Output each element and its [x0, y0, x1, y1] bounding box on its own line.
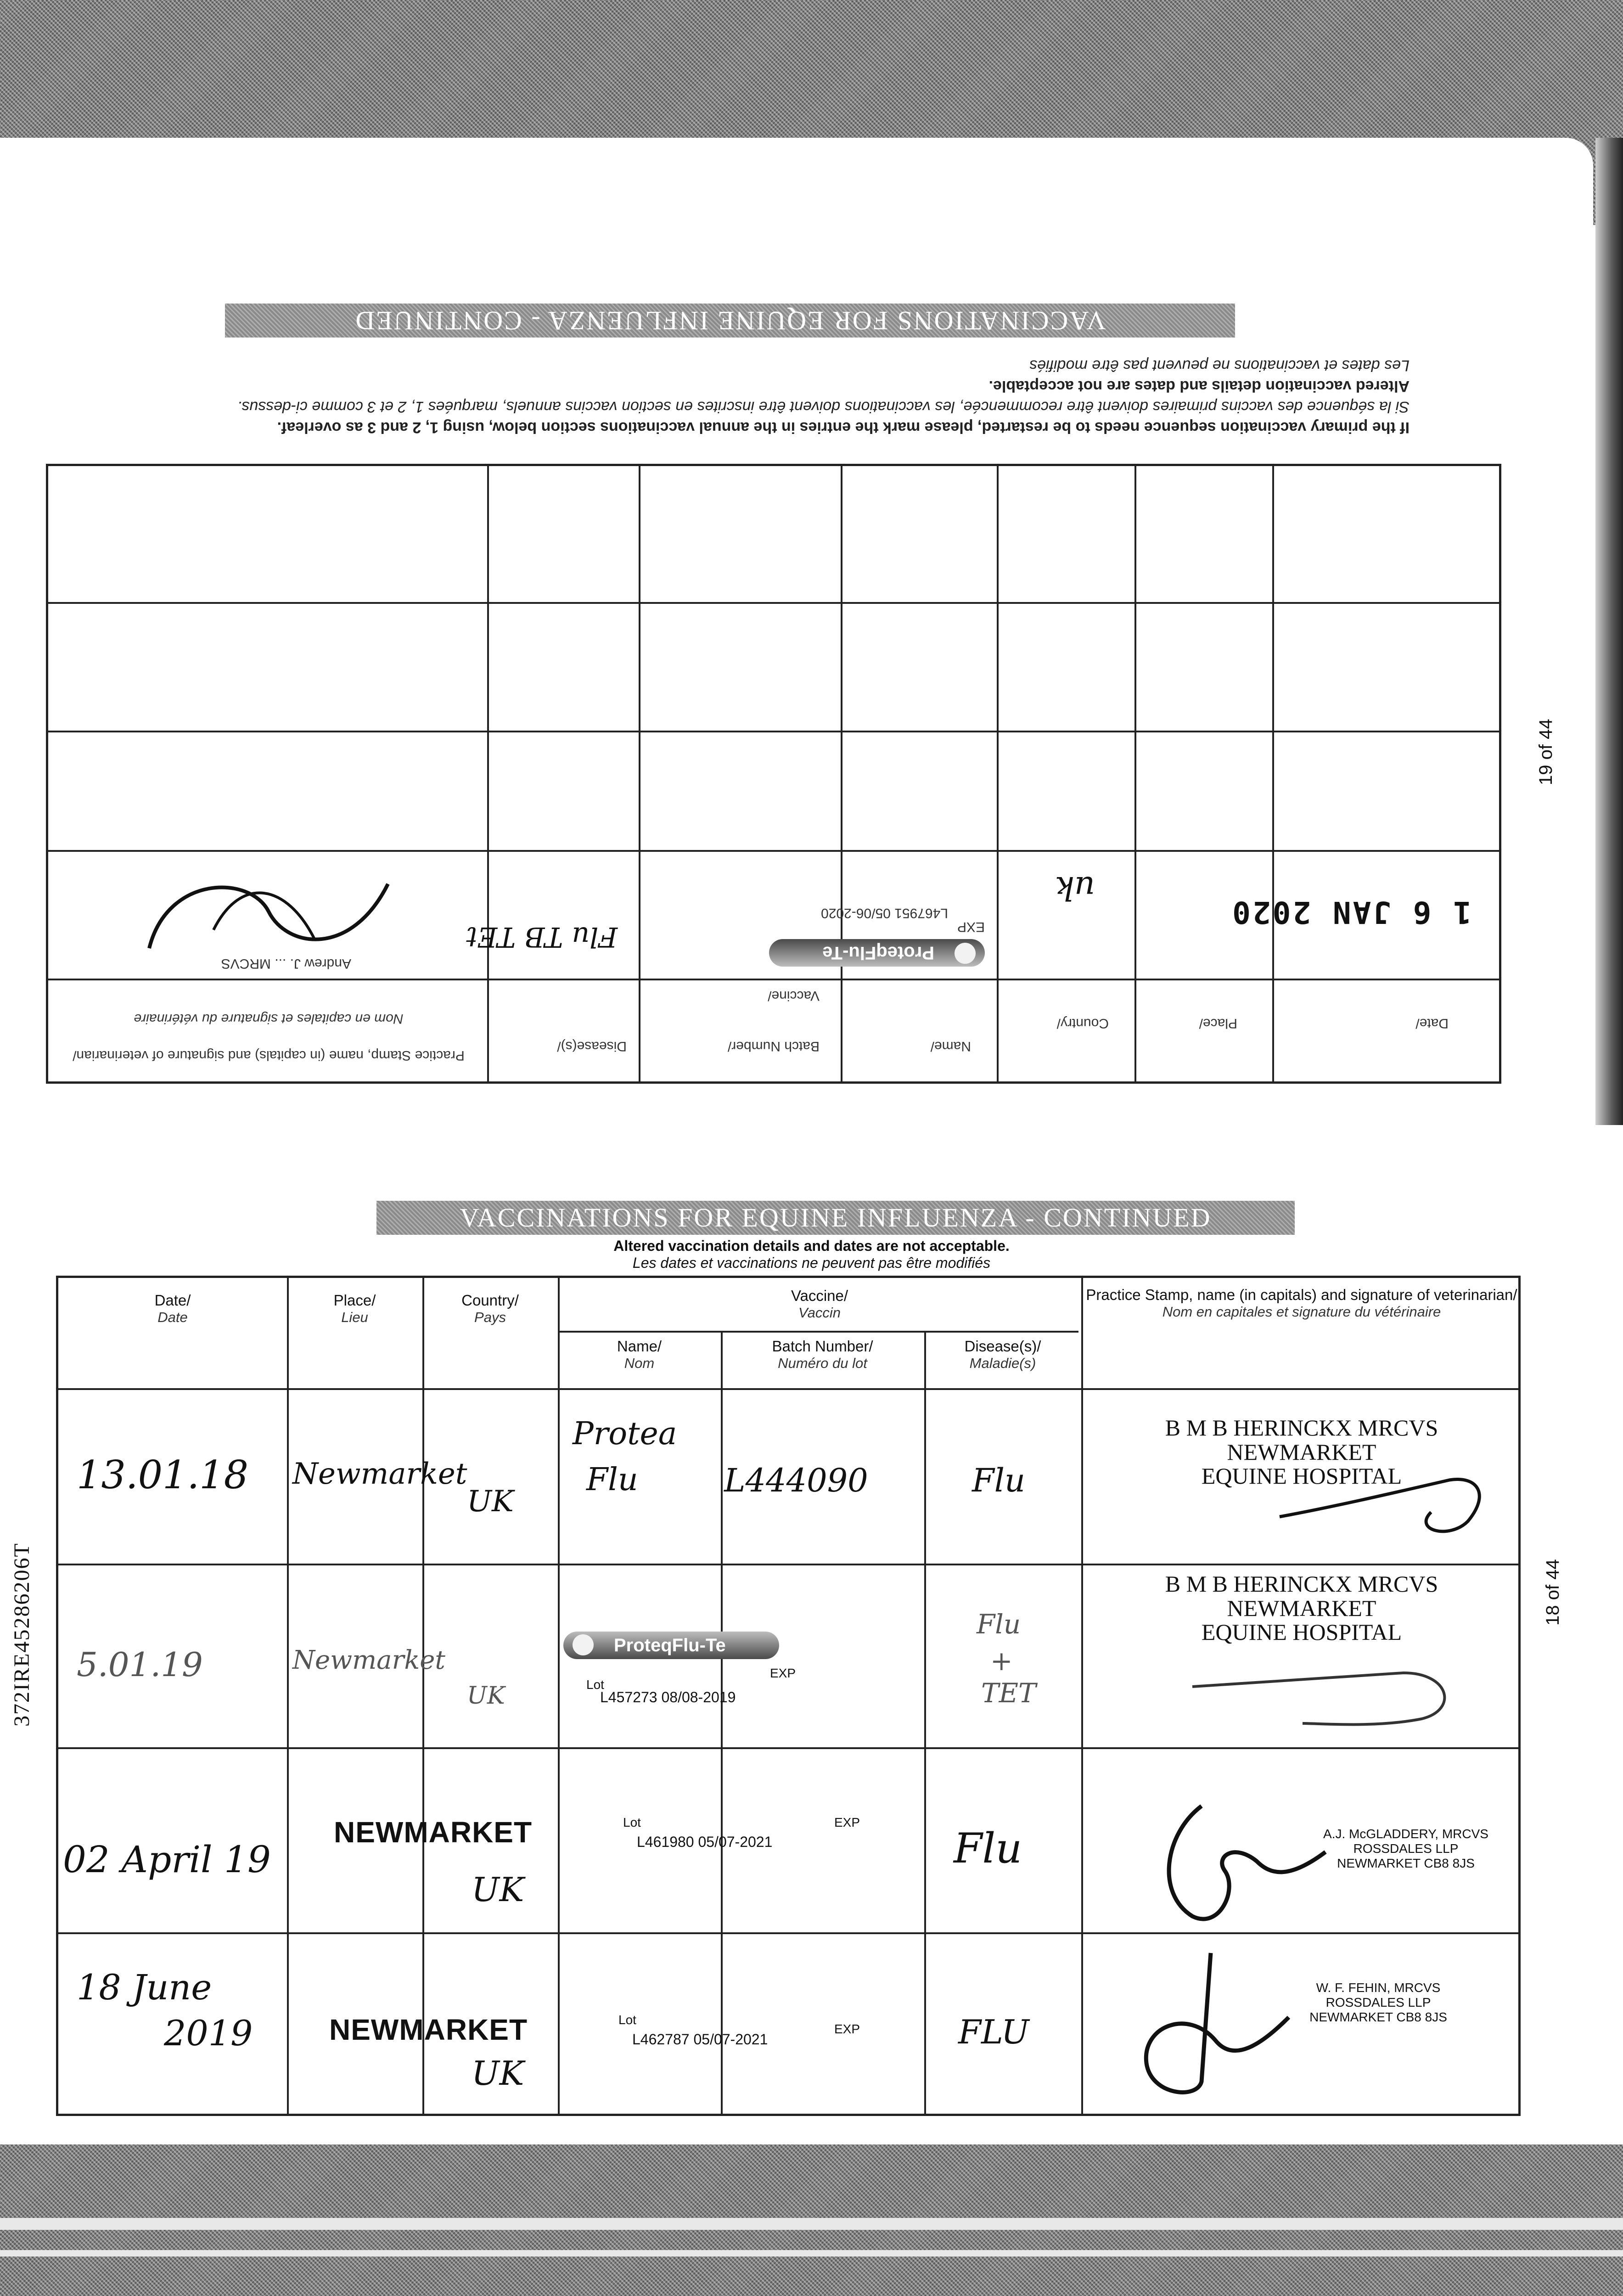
- altered-note-en: Altered vaccination details and dates are not acceptable.: [613, 1238, 1010, 1254]
- scan-noise-bottom: [0, 2144, 1623, 2296]
- col-header-vet: Practice Stamp, name (in capitals) and signature of veterinarian/ Nom en capitales et signature du vétérinaire: [1086, 1286, 1517, 1320]
- upper-hdr-place: Place/: [1199, 1016, 1237, 1031]
- passport-id: 372IRE45286206T: [10, 1542, 34, 1727]
- row2-vet-signature: [1183, 1632, 1477, 1733]
- upper-page-rotated: [0, 211, 1501, 1084]
- row2-vet-stamp: B M B HERINCKX MRCVS NEWMARKET EQUINE HOSPITAL: [1165, 1571, 1438, 1645]
- row4-place: NEWMARKET: [329, 2013, 528, 2046]
- upper-altered-note-fr: Les dates et vaccinations ne peuvent pas être modifiés: [1029, 357, 1410, 374]
- upper-entry-disease: Flu TB TEt: [466, 921, 618, 953]
- upper-entry-date: 1 6 JAN 2020: [1230, 895, 1471, 930]
- upper-entry-lot: L467951 05/06-2020: [821, 906, 948, 921]
- row4-disease: FLU: [958, 2013, 1029, 2051]
- upper-vet-signature: [131, 866, 406, 976]
- upper-restart-note: If the primary vaccination sequence needs to be restarted, please mark the entries in the annual vaccinations section below, using 1, 2 and 3 as overleaf.: [277, 419, 1410, 436]
- row1-place: Newmarket: [292, 1457, 467, 1491]
- row4-lot: L462787 05/07-2021: [632, 2031, 768, 2048]
- upper-proteq-label: ProteqFlu-Te: [769, 939, 985, 967]
- altered-note-fr: Les dates et vaccinations ne peuvent pas être modifiés: [632, 1255, 991, 1271]
- col-header-batch: Batch Number/ Numéro du lot: [772, 1338, 873, 1371]
- row4-vet-signature: [1096, 1944, 1316, 2109]
- row3-vet-stamp: A.J. McGLADDERY, MRCVS ROSSDALES LLP NEWMARKET CB8 8JS: [1323, 1827, 1488, 1871]
- row4-date-1: 18 June: [77, 1967, 212, 2008]
- page-number-upper: 19 of 44: [1536, 719, 1556, 785]
- row4-lot-label: Lot: [618, 2013, 636, 2027]
- droplet-icon: [955, 943, 976, 964]
- section-title: VACCINATIONS FOR EQUINE INFLUENZA - CONTINUED: [376, 1201, 1295, 1235]
- row2-exp: EXP: [770, 1666, 796, 1680]
- row4-country: UK: [472, 2054, 524, 2093]
- col-header-date: Date/ Date: [154, 1292, 191, 1325]
- upper-hdr-vet-fr: Nom en capitales et signature du vétérinaire: [134, 1011, 404, 1026]
- upper-hdr-date: Date/: [1415, 1016, 1449, 1031]
- upper-altered-note: Altered vaccination details and dates are not acceptable.: [988, 377, 1410, 395]
- row1-vaccine-name-1: Protea: [573, 1416, 677, 1452]
- row2-lot: L457273 08/08-2019: [600, 1689, 736, 1705]
- row1-batch: L444090: [724, 1462, 868, 1499]
- upper-vaccination-table: [46, 464, 1501, 1084]
- row3-lot-label: Lot: [623, 1815, 641, 1829]
- page-edge-shadow: [1595, 138, 1623, 1125]
- col-header-vaccine: Vaccine/ Vaccin: [791, 1287, 848, 1321]
- row1-vaccine-name-2: Flu: [586, 1462, 638, 1498]
- upper-hdr-name: Name/: [930, 1039, 971, 1054]
- row1-country: UK: [467, 1485, 514, 1519]
- row3-vet-signature: [1151, 1778, 1344, 1930]
- row1-disease: Flu: [972, 1462, 1026, 1499]
- row1-date: 13.01.18: [77, 1452, 249, 1497]
- row2-proteq-label: ProteqFlu-Te: [563, 1632, 779, 1659]
- row2-date: 5.01.19: [77, 1645, 203, 1684]
- altered-note: [0, 1238, 1623, 1272]
- droplet-icon: [573, 1634, 594, 1655]
- row1-vet-stamp: B M B HERINCKX MRCVS NEWMARKET EQUINE HOSPITAL: [1165, 1415, 1438, 1489]
- col-header-name: Name/ Nom: [617, 1338, 662, 1371]
- upper-entry-exp: EXP: [957, 919, 985, 934]
- col-header-country: Country/ Pays: [461, 1292, 519, 1325]
- row3-date: 02 April 19: [63, 1838, 271, 1881]
- upper-hdr-batch: Batch Number/: [727, 1039, 820, 1054]
- row3-lot: L461980 05/07-2021: [637, 1834, 773, 1850]
- row2-disease-3: TET: [981, 1677, 1036, 1709]
- row3-exp: EXP: [834, 1815, 860, 1829]
- page-number-lower: 18 of 44: [1543, 1559, 1563, 1626]
- vaccination-table: [56, 1276, 1521, 2116]
- row3-country: UK: [472, 1870, 524, 1909]
- upper-hdr-country: Country/: [1056, 1016, 1109, 1031]
- row2-country: UK: [467, 1682, 505, 1710]
- row3-place: NEWMARKET: [334, 1816, 533, 1849]
- row4-vet-stamp: W. F. FEHIN, MRCVS ROSSDALES LLP NEWMARKET CB8 8JS: [1309, 1981, 1447, 2025]
- upper-restart-note-fr: Si la séquence des vaccins primaires doivent être recommencée, les vaccinations doivent être inscrites en section vaccins annuels, marquées 1, 2 et 3 comme ci-dessus.: [237, 398, 1410, 416]
- row1-vet-signature: [1275, 1452, 1505, 1544]
- row4-date-2: 2019: [164, 2013, 253, 2054]
- row2-place: Newmarket: [292, 1645, 445, 1675]
- upper-section-title: VACCINATIONS FOR EQUINE INFLUENZA - CONTINUED: [225, 304, 1235, 338]
- row2-lot-label: Lot: [586, 1677, 604, 1692]
- row4-exp: EXP: [834, 2022, 860, 2036]
- col-header-disease: Disease(s)/ Maladie(s): [964, 1338, 1041, 1371]
- upper-hdr-disease: Disease(s)/: [557, 1039, 627, 1054]
- row3-disease: Flu: [954, 1824, 1022, 1873]
- upper-hdr-vaccine: Vaccine/: [768, 988, 820, 1003]
- upper-hdr-vet: Practice Stamp, name (in capitals) and signature of veterinarian/: [73, 1048, 465, 1063]
- upper-entry-vet-stamp: Andrew J. ... MRCVS: [221, 956, 351, 971]
- row2-disease-2: +: [990, 1645, 1013, 1677]
- row2-disease-1: Flu: [977, 1609, 1021, 1640]
- col-header-place: Place/ Lieu: [333, 1292, 376, 1325]
- upper-entry-country: uk: [1055, 869, 1095, 907]
